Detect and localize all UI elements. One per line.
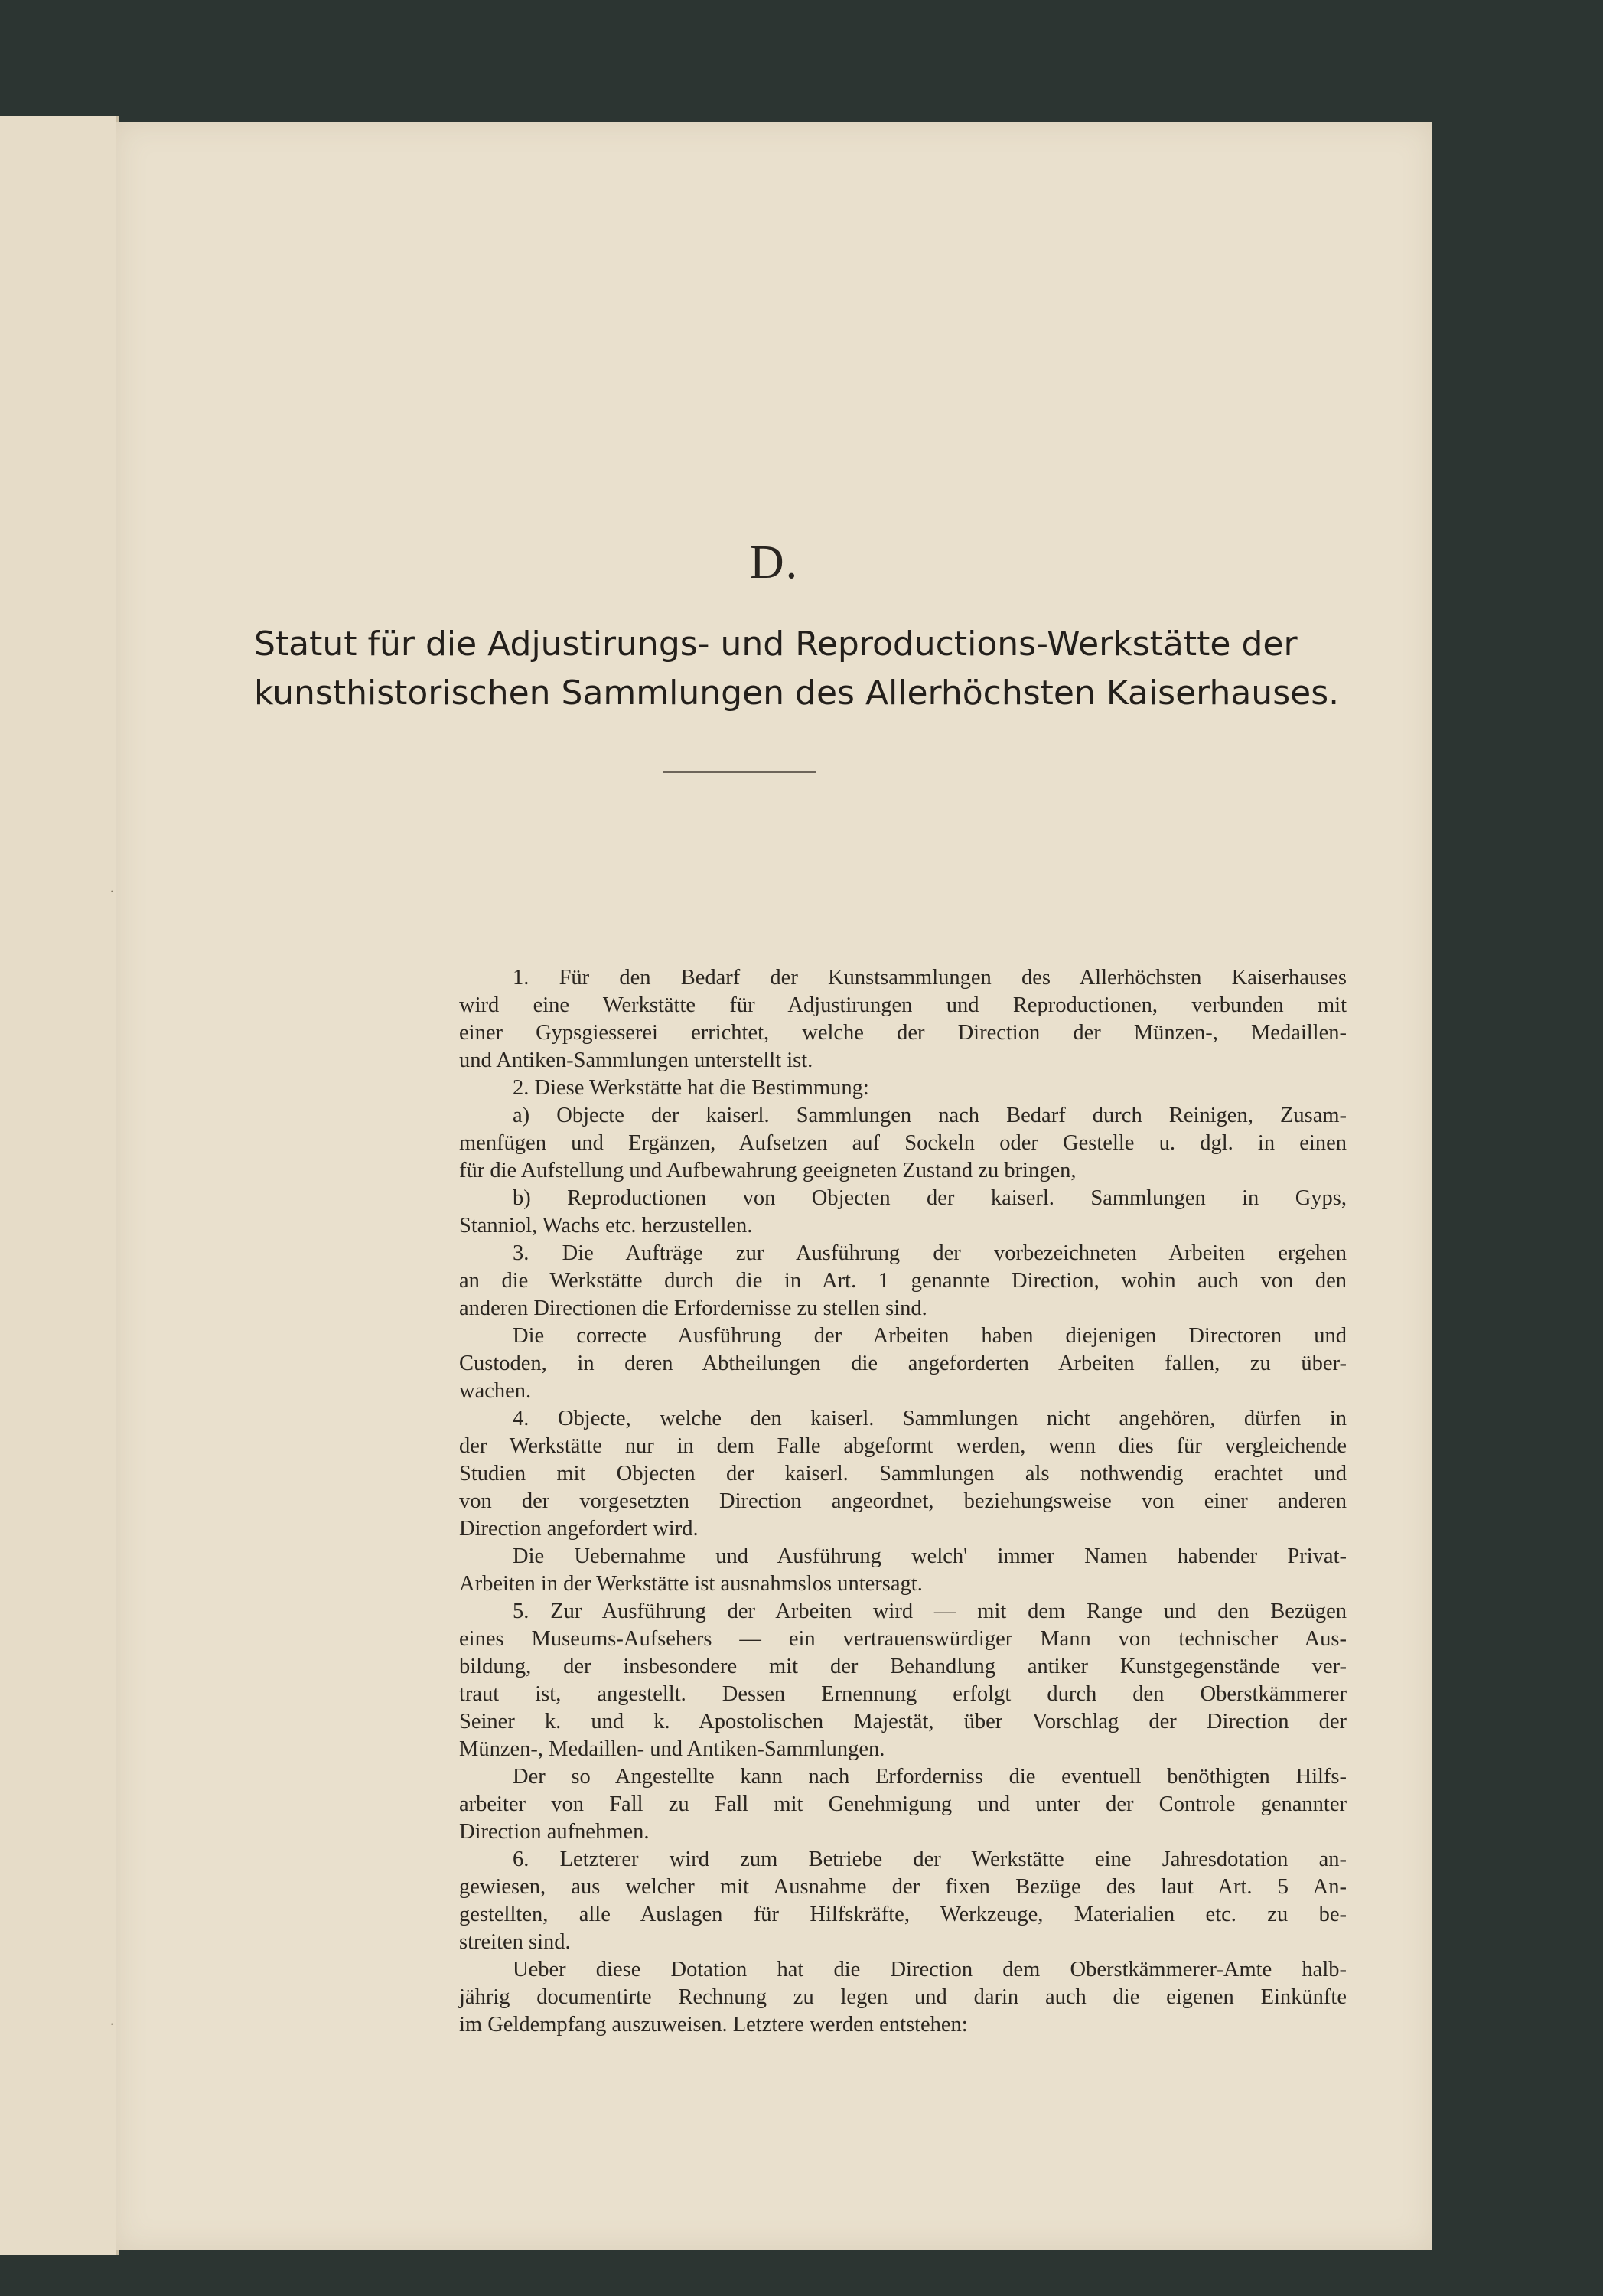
body-text-line: von der vorgesetzten Direction angeordnet, beziehungsweise von einer anderen [459, 1489, 1347, 1513]
body-text-line: eines Museums-Aufsehers — ein vertrauenswürdiger Mann von technischer Aus- [459, 1627, 1347, 1651]
body-text-line: 4. Objecte, welche den kaiserl. Sammlungen nicht angehören, dürfen in [513, 1407, 1347, 1430]
body-text-line: 3. Die Aufträge zur Ausführung der vorbezeichneten Arbeiten ergehen [513, 1241, 1347, 1265]
body-text-line: Die Uebernahme und Ausführung welch' immer Namen habender Privat- [513, 1544, 1347, 1568]
body-text-line: 6. Letzterer wird zum Betriebe der Werkstätte eine Jahresdotation an- [513, 1848, 1347, 1871]
body-text-line: gestellten, alle Auslagen für Hilfskräfte, Werkzeuge, Materialien etc. zu be- [459, 1903, 1347, 1926]
body-text-line: wird eine Werkstätte für Adjustirungen und Reproductionen, verbunden mit [459, 993, 1347, 1017]
body-text-line: Arbeiten in der Werkstätte ist ausnahmslos untersagt. [459, 1572, 923, 1596]
body-text-line: wachen. [459, 1379, 532, 1403]
body-text-line: menfügen und Ergänzen, Aufsetzen auf Sockeln oder Gestelle u. dgl. in einen [459, 1131, 1347, 1155]
body-text-line: b) Reproductionen von Objecten der kaiserl. Sammlungen in Gyps, [513, 1186, 1347, 1210]
body-text-line: traut ist, angestellt. Dessen Ernennung erfolgt durch den Oberstkämmerer [459, 1682, 1347, 1706]
body-text-line: arbeiter von Fall zu Fall mit Genehmigung und unter der Controle genannter [459, 1792, 1347, 1816]
body-text-line: und Antiken-Sammlungen unterstellt ist. [459, 1049, 813, 1072]
title-line: kunsthistorischen Sammlungen des Allerhöchsten Kaiserhauses. [254, 673, 1340, 713]
section-letter: D. [749, 536, 800, 589]
title-line: Statut für die Adjustirungs- und Reproductions-Werkstätte der [254, 625, 1298, 664]
body-text-line: Münzen-, Medaillen- und Antiken-Sammlungen. [459, 1737, 885, 1761]
body-text-line: Ueber diese Dotation hat die Direction dem Oberstkämmerer-Amte halb- [513, 1958, 1347, 1981]
document-page [116, 122, 1432, 2250]
body-text-line: Seiner k. und k. Apostolischen Majestät, über Vorschlag der Direction der [459, 1710, 1347, 1733]
facing-page-edge [0, 116, 119, 2255]
body-text-line: für die Aufstellung und Aufbewahrung geeigneten Zustand zu bringen, [459, 1159, 1077, 1182]
body-text-line: Die correcte Ausführung der Arbeiten haben diejenigen Directoren und [513, 1324, 1347, 1348]
body-text-line: Direction angefordert wird. [459, 1517, 699, 1541]
body-text-line: anderen Directionen die Erfordernisse zu stellen sind. [459, 1296, 927, 1320]
body-text-line: Stanniol, Wachs etc. herzustellen. [459, 1214, 753, 1238]
binding-stitch-mark: · [109, 2014, 116, 2033]
title-divider [663, 771, 816, 773]
body-text-line: Custoden, in deren Abtheilungen die angeforderten Arbeiten fallen, zu über- [459, 1352, 1347, 1375]
document-title [254, 620, 1340, 718]
body-text-line: a) Objecte der kaiserl. Sammlungen nach Bedarf durch Reinigen, Zusam- [513, 1104, 1347, 1127]
body-text-line: einer Gypsgiesserei errichtet, welche der Direction der Münzen-, Medaillen- [459, 1021, 1347, 1045]
body-text-line: 5. Zur Ausführung der Arbeiten wird — mit dem Range und den Bezügen [513, 1600, 1347, 1623]
body-text-line: Studien mit Objecten der kaiserl. Sammlungen als nothwendig erachtet und [459, 1462, 1347, 1486]
body-text-line: an die Werkstätte durch die in Art. 1 genannte Direction, wohin auch von den [459, 1269, 1347, 1293]
body-text-line: jährig documentirte Rechnung zu legen und darin auch die eigenen Einkünfte [459, 1985, 1347, 2009]
body-text-line: 1. Für den Bedarf der Kunstsammlungen des Allerhöchsten Kaiserhauses [513, 966, 1347, 990]
body-text-line: im Geldempfang auszuweisen. Letztere werden entstehen: [459, 2013, 968, 2037]
body-text-line: bildung, der insbesondere mit der Behandlung antiker Kunstgegenstände ver- [459, 1655, 1347, 1678]
body-text-line: Direction aufnehmen. [459, 1820, 650, 1844]
statute-body [459, 964, 1347, 2039]
body-text-line: streiten sind. [459, 1930, 571, 1954]
body-text-line: der Werkstätte nur in dem Falle abgeformt werden, wenn dies für vergleichende [459, 1434, 1347, 1458]
body-text-line: Der so Angestellte kann nach Erforderniss die eventuell benöthigten Hilfs- [513, 1765, 1347, 1789]
binding-stitch-mark: · [109, 882, 116, 901]
body-text-line: 2. Diese Werkstätte hat die Bestimmung: [513, 1076, 869, 1100]
body-text-line: gewiesen, aus welcher mit Ausnahme der fixen Bezüge des laut Art. 5 An- [459, 1875, 1347, 1899]
